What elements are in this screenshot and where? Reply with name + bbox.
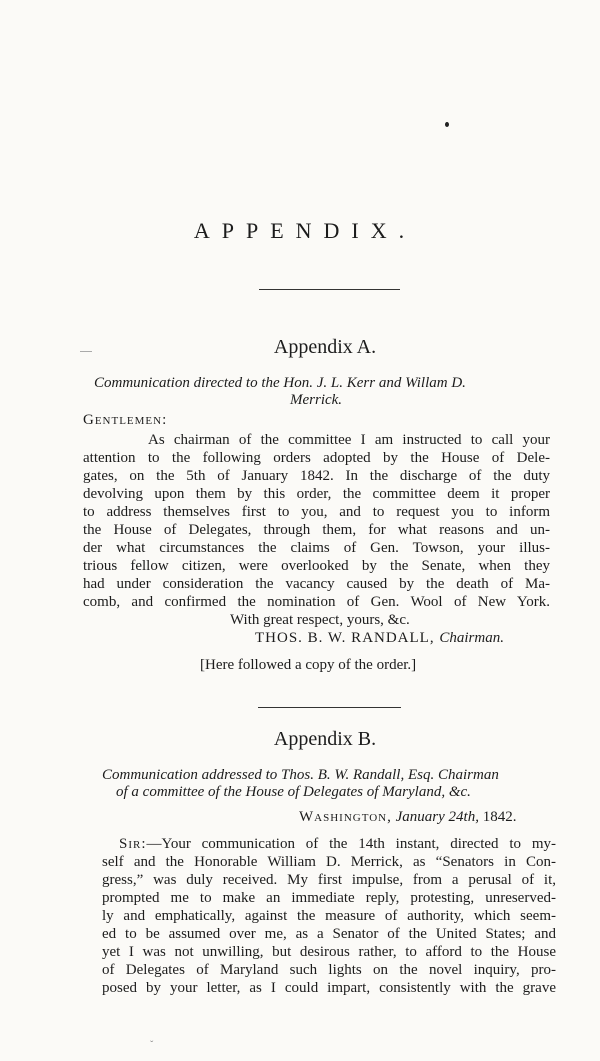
appendix-a-signature — [255, 629, 504, 647]
appendix-b-body-line: gress,” was duly received. My first impulse, from a perusal of it, — [102, 872, 556, 888]
title-rule — [259, 289, 400, 290]
signature-title: Chairman. — [439, 630, 504, 646]
section-rule — [258, 707, 401, 708]
ink-speck — [445, 122, 449, 127]
appendix-a-salutation: Gentlemen: — [83, 412, 168, 428]
appendix-a-body-line: to address themselves first to you, and to request you to inform — [83, 504, 550, 520]
dateline-year: 1842. — [482, 809, 517, 825]
appendix-a-note: [Here followed a copy of the order.] — [200, 657, 417, 673]
appendix-a-body-line: der what circumstances the claims of Gen. Towson, your illus- — [83, 540, 550, 556]
appendix-a-body-line: had under consideration the vacancy caused by the death of Ma- — [83, 576, 550, 592]
appendix-b-body-first: —Your communication of the 14th instant, directed to my- — [146, 836, 556, 852]
appendix-a-body-line: devolving upon them by this order, the committee deem it proper — [83, 486, 550, 502]
appendix-title: APPENDIX. — [193, 218, 417, 243]
dateline-place: Washington, — [299, 809, 392, 825]
appendix-a-body-line: As chairman of the committee I am instructed to call your — [148, 432, 550, 448]
appendix-b-salutation: Sir: — [119, 836, 147, 852]
appendix-b-body-line: posed by your letter, as I could impart, consistently with the grave — [102, 980, 556, 996]
appendix-b-caption-line1: Communication addressed to Thos. B. W. Randall, Esq. Chairman — [102, 767, 499, 783]
appendix-a-body-line: trious fellow citizen, were overlooked by the Senate, when they — [83, 558, 550, 574]
appendix-a-caption-line1: Communication directed to the Hon. J. L. Kerr and Willam D. — [94, 375, 466, 391]
appendix-b-dateline — [299, 808, 516, 826]
appendix-b-body-line: self and the Honorable William D. Merrick, as “Senators in Con- — [102, 854, 556, 870]
appendix-a-body-line: comb, and confirmed the nomination of Gen. Wool of New York. — [83, 594, 550, 610]
signature-name: THOS. B. W. RANDALL, — [255, 630, 435, 646]
appendix-a-closing: With great respect, yours, &c. — [230, 612, 410, 628]
appendix-b-body-line: of Delegates of Maryland such lights on the novel inquiry, pro- — [102, 962, 556, 978]
bottom-mark: ˇ — [150, 1040, 154, 1051]
appendix-a-caption-line2: Merrick. — [290, 392, 343, 408]
appendix-a-body-line: gates, on the 5th of January 1842. In the discharge of the duty — [83, 468, 550, 484]
appendix-b-body-line: ly and emphatically, against the measure of authority, which seem- — [102, 908, 556, 924]
appendix-a-body-line: attention to the following orders adopted by the House of Dele- — [83, 450, 550, 466]
appendix-b-heading: Appendix B. — [273, 728, 377, 750]
appendix-b-caption-line2: of a committee of the House of Delegates of Maryland, &c. — [116, 784, 471, 800]
appendix-b-body-line: ed to be assumed over me, as a Senator of the United States; and — [102, 926, 556, 942]
appendix-b-first-line — [119, 835, 556, 853]
dateline-date: January 24th, — [395, 809, 479, 825]
appendix-b-body-line: yet I was not unwilling, but desirous rather, to afford to the House — [102, 944, 556, 960]
appendix-a-heading: Appendix A. — [273, 336, 377, 358]
appendix-b-body-line: prompted me to make an immediate reply, protesting, unreserved- — [102, 890, 556, 906]
appendix-a-body-line: the House of Delegates, through them, for what reasons and un- — [83, 522, 550, 538]
